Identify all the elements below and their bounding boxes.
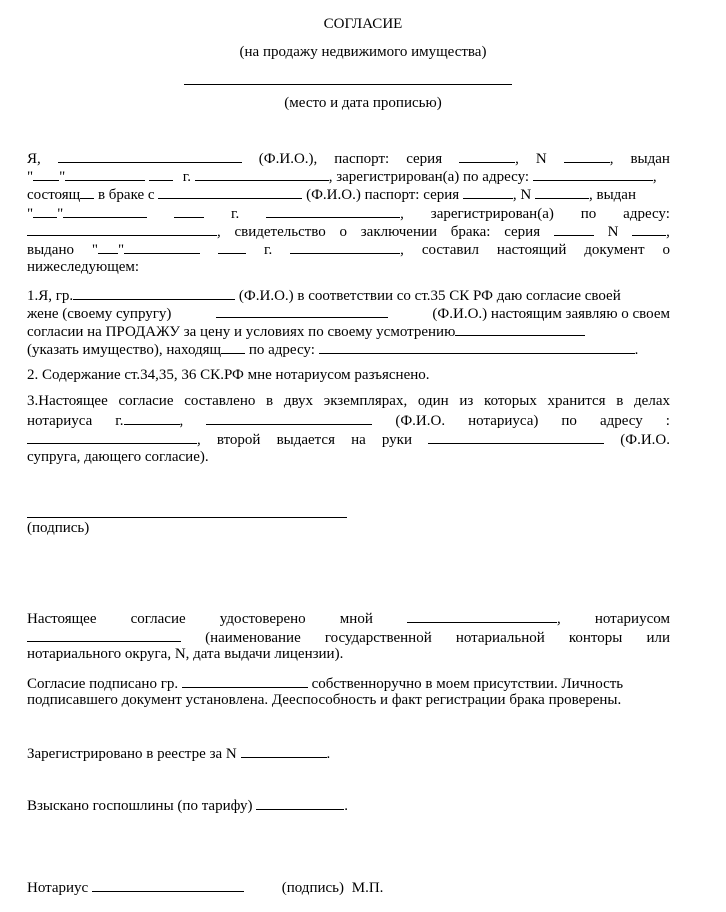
notary-signature-field[interactable]: [92, 878, 244, 892]
text: (Ф.И.О.) в соответствии со ст.35 СК РФ даю согласие своей: [238, 288, 621, 304]
certificate-series-field[interactable]: [554, 222, 594, 236]
intro-line-7: нижеследующем:: [27, 259, 140, 275]
text: ,: [217, 224, 221, 240]
month-field[interactable]: [63, 204, 147, 218]
notary-office-field[interactable]: [27, 628, 181, 642]
text: N: [535, 151, 547, 167]
text: Согласие подписано гр.: [27, 676, 179, 692]
spouse-series-field[interactable]: [463, 185, 513, 199]
text: ,: [515, 151, 519, 167]
text: ": [57, 206, 64, 222]
text: Зарегистрировано в реестре за N: [27, 746, 237, 762]
month-field[interactable]: [65, 167, 145, 181]
cert-line-3: нотариального округа, N, дата выдачи лицензии).: [27, 646, 344, 662]
p2-text: 2. Содержание ст.34,35, 36 СК.РФ мне нотариусом разъяснено.: [27, 367, 430, 383]
day-field[interactable]: [33, 167, 59, 181]
signed-line-2: подписавшего документ установлена. Дееспособность и факт регистрации брака проверены.: [27, 692, 622, 708]
p1-line-2: [27, 304, 670, 323]
text: зарегистрирован(а): [430, 206, 554, 222]
text: ,: [652, 169, 657, 185]
registry-number-field[interactable]: [241, 744, 327, 758]
passport-number-field[interactable]: [564, 149, 610, 163]
footer-line: [27, 878, 383, 897]
text: нотариуса): [468, 413, 539, 429]
fee-line: [27, 796, 348, 815]
text: (Ф.И.О.) паспорт: серия: [306, 187, 460, 203]
p3-line-1: 3.Настоящее согласие составлено в двух экземплярах, один из которых хранится в делах: [27, 393, 670, 409]
text: ,: [197, 432, 201, 448]
text: (Ф.И.О.),: [258, 151, 318, 167]
text: ,: [609, 151, 614, 167]
issued-by-field[interactable]: [290, 240, 400, 254]
text: г.: [231, 206, 240, 222]
spouse-fio-field[interactable]: [158, 185, 302, 199]
text: согласии на ПРОДАЖУ за цену и условиях по своему усмотрению: [27, 324, 456, 340]
text: (указать имущество), находящ: [27, 342, 222, 358]
notary-fio-field[interactable]: [206, 411, 372, 425]
p3-line-3: [27, 430, 670, 449]
text: ": [27, 169, 34, 185]
text: по: [561, 413, 577, 429]
text: конторы: [568, 630, 623, 646]
year-field[interactable]: [149, 167, 173, 181]
text: составил: [421, 242, 479, 258]
fio-field[interactable]: [58, 149, 242, 163]
text: г.: [264, 242, 273, 258]
spouse-number-field[interactable]: [535, 185, 589, 199]
signature-label: (подпись): [27, 520, 90, 536]
text: Нотариус: [27, 880, 89, 896]
ending-field[interactable]: [80, 185, 94, 199]
city-field[interactable]: [124, 411, 180, 425]
text: Я,: [27, 151, 41, 167]
text: N: [607, 224, 619, 240]
certificate-number-field[interactable]: [632, 222, 666, 236]
cert-line-1: [27, 609, 670, 628]
text: (подпись): [281, 880, 344, 896]
text: (Ф.И.О.: [395, 413, 446, 429]
intro-line-6: [27, 240, 670, 259]
text: согласие: [130, 611, 186, 627]
year-field[interactable]: [218, 240, 246, 254]
text: г.: [115, 413, 124, 429]
p3-line-4: супруга, дающего согласие).: [27, 449, 209, 465]
intro-line-1: [27, 149, 670, 168]
cert-line-2: [27, 628, 670, 647]
text: государственной: [324, 630, 432, 646]
text: свидетельство: [234, 224, 326, 240]
grantor-fio-field[interactable]: [73, 286, 235, 300]
text: нотариусом: [594, 611, 670, 627]
document-subtitle: (на продажу недвижимого имущества): [239, 44, 487, 60]
text: , зарегистрирован(а) по адресу:: [328, 169, 530, 185]
text: ,: [400, 242, 404, 258]
text: .: [634, 342, 639, 358]
month-field[interactable]: [124, 240, 200, 254]
p1-line-4: [27, 340, 638, 359]
text: или: [646, 630, 670, 646]
text: г.: [182, 169, 191, 185]
signed-line-1: [27, 674, 623, 693]
intro-line-2: [27, 167, 657, 186]
text: адресу: [599, 413, 643, 429]
text: Взыскано госпошлины (по тарифу): [27, 798, 253, 814]
text: руки: [381, 432, 412, 448]
place-date-label: (место и дата прописью): [284, 95, 442, 111]
text: ": [118, 242, 125, 258]
intro-line-4: [27, 204, 670, 223]
property-address-field[interactable]: [319, 340, 635, 354]
text: в браке с: [97, 187, 155, 203]
intro-line-5: [27, 222, 670, 241]
year-field[interactable]: [174, 204, 204, 218]
text: жене (своему супругу): [27, 306, 172, 322]
place-date-line[interactable]: [184, 84, 512, 85]
text: состоящ: [27, 187, 81, 203]
address-field[interactable]: [533, 167, 653, 181]
text: ": [91, 242, 99, 258]
p1-line-3: [27, 322, 585, 341]
text: (Ф.И.О.: [620, 432, 670, 448]
text: по адресу:: [248, 342, 315, 358]
terms-field[interactable]: [455, 322, 585, 336]
text: 1.Я, гр.: [27, 288, 74, 304]
text: ,: [556, 611, 561, 627]
text: паспорт:: [334, 151, 390, 167]
document-title: СОГЛАСИЕ: [323, 16, 403, 32]
recipient-fio-field[interactable]: [428, 430, 604, 444]
text: о: [339, 224, 348, 240]
text: второй: [216, 432, 261, 448]
text: ,: [179, 413, 184, 429]
spouse-fio-field[interactable]: [216, 304, 388, 318]
text: ,: [400, 206, 404, 222]
text: настоящий: [496, 242, 567, 258]
text: адресу:: [623, 206, 670, 222]
signature-line[interactable]: [27, 517, 347, 518]
text: (Ф.И.О.) настоящим заявляю о своем: [432, 306, 670, 322]
signer-name-field[interactable]: [182, 674, 308, 688]
text: :: [665, 413, 670, 429]
issued-by-field[interactable]: [266, 204, 400, 218]
text: .: [326, 746, 331, 762]
text: серия: [406, 151, 443, 167]
text: , выдан: [589, 187, 636, 203]
text: о: [662, 242, 670, 258]
text: собственноручно в моем присутствии. Личность: [311, 676, 624, 692]
text: ,: [666, 224, 670, 240]
notary-name-field[interactable]: [407, 609, 557, 623]
text: М.П.: [351, 880, 384, 896]
text: мной: [339, 611, 373, 627]
notary-address-field[interactable]: [27, 430, 197, 444]
text: документ: [584, 242, 645, 258]
issued-by-field[interactable]: [195, 167, 329, 181]
fee-amount-field[interactable]: [256, 796, 344, 810]
passport-series-field[interactable]: [459, 149, 515, 163]
p1-line-1: [27, 286, 621, 305]
text: выдается: [276, 432, 335, 448]
text: по: [580, 206, 597, 222]
text: .: [344, 798, 348, 814]
text: удостоверено: [219, 611, 306, 627]
day-field[interactable]: [33, 204, 57, 218]
address-field[interactable]: [27, 222, 217, 236]
text: Настоящее: [27, 611, 97, 627]
text: ": [27, 206, 34, 222]
text: выдан: [630, 151, 670, 167]
text: серия: [504, 224, 541, 240]
text: , N: [512, 187, 532, 203]
day-field[interactable]: [98, 240, 118, 254]
text: ": [59, 169, 66, 185]
ending-field[interactable]: [221, 340, 245, 354]
text: (наименование: [205, 630, 301, 646]
registry-line: [27, 744, 330, 763]
text: нотариуса: [27, 413, 93, 429]
text: нотариальной: [455, 630, 545, 646]
text: выдано: [27, 242, 74, 258]
intro-line-3: [27, 185, 636, 204]
text: на: [351, 432, 366, 448]
p3-line-2: [27, 411, 670, 430]
text: заключении: [360, 224, 438, 240]
text: брака:: [450, 224, 491, 240]
